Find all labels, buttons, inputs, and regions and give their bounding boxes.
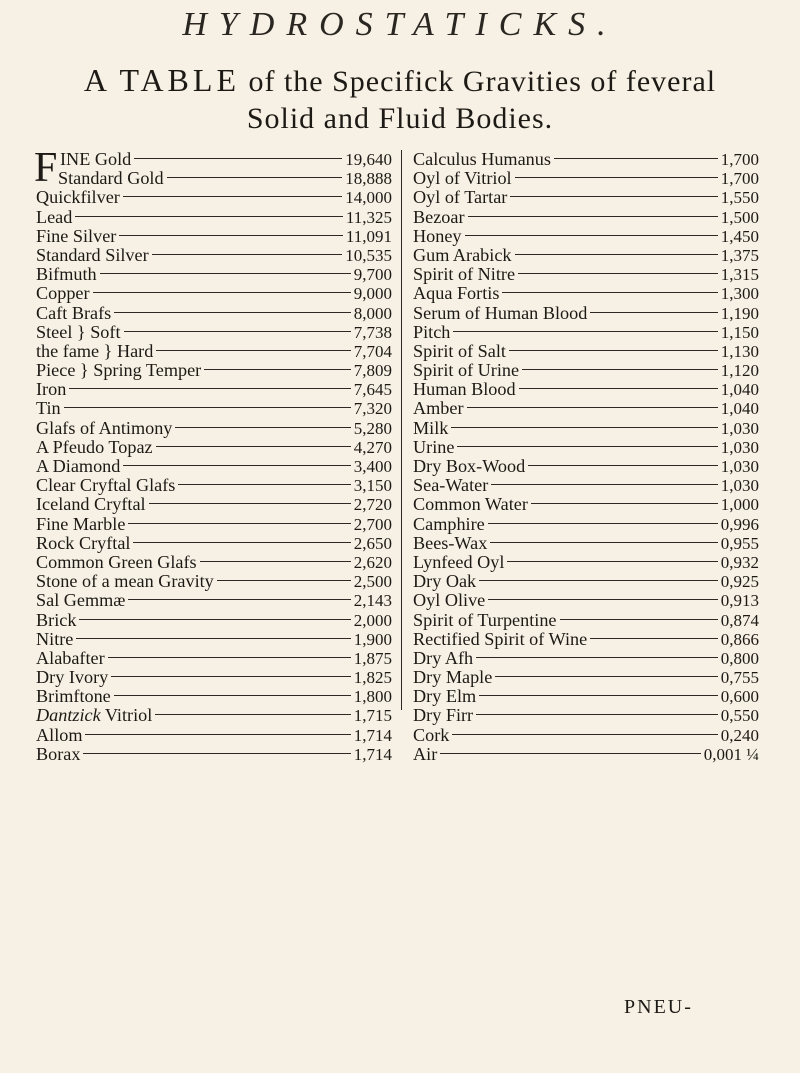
table-row [413,687,759,706]
row-name: Dry Afh [413,647,474,668]
leader-line [522,369,718,370]
leader-line [465,235,718,236]
row-name: Dry Elm [413,686,477,707]
table-row [413,611,759,630]
row-value: 1,000 [720,495,759,515]
table-row [36,208,392,227]
table-row [36,419,392,438]
leader-line [510,196,717,197]
leader-line [155,714,350,715]
table-row [413,399,759,418]
row-name: Alabafter [36,647,105,668]
row-name: A Pfeudo Topaz [36,436,153,457]
row-name: Dry Ivory [36,667,109,688]
row-name: Oyl of Vitriol [413,168,512,189]
leader-line [85,734,350,735]
row-value: 3,150 [353,476,392,496]
row-name: Sea-Water [413,475,489,496]
table-row [36,726,392,745]
leader-line [468,216,718,217]
leader-line [509,350,718,351]
row-value: 2,720 [353,495,392,515]
leader-line [124,331,351,332]
title-second-word: TABLE [119,62,240,98]
row-name: Milk [413,417,449,438]
row-value: 18,888 [345,169,392,189]
table-row [36,649,392,668]
leader-line [119,235,343,236]
row-value: 1,700 [720,169,759,189]
row-value: 1,190 [720,303,759,323]
leader-line [156,350,350,351]
row-value: 2,000 [353,610,392,630]
leader-line [79,619,350,620]
leader-line [64,407,351,408]
table-row [36,323,392,342]
table-row [413,380,759,399]
table-row [413,745,759,764]
right-column [413,150,759,764]
leader-line [175,427,350,428]
row-value: 11,091 [345,226,392,246]
leader-line [111,676,351,677]
row-value: 0,932 [720,552,759,572]
row-value: 1,450 [720,226,759,246]
row-value: 14,000 [345,188,392,208]
table-row [413,630,759,649]
drop-cap: F [34,145,58,191]
row-name: Lead [36,206,73,227]
row-name: Rock Cryftal [36,532,131,553]
leader-line [200,561,351,562]
row-value: 1,030 [720,457,759,476]
leader-line [114,312,350,313]
table-row [36,687,392,706]
table-row [36,457,392,476]
leader-line [491,484,717,485]
row-name: Dry Maple [413,667,493,688]
table-row [413,649,759,668]
table-row [36,476,392,495]
row-value: 0,996 [720,514,759,534]
row-name: Spirit of Nitre [413,264,516,285]
table-row [36,284,392,303]
leader-line [467,407,718,408]
row-name: Allom [36,724,83,745]
table-row [36,553,392,572]
leader-line [440,753,701,754]
row-name: Nitre [36,628,74,649]
row-name: Steel } Soft [36,321,121,342]
row-name: Copper [36,283,90,304]
row-value: 0,955 [720,533,759,553]
column-divider [401,150,402,710]
row-value: 2,650 [353,533,392,553]
table-row [36,668,392,687]
leader-line [93,292,351,293]
row-value: 1,130 [720,341,759,361]
row-value: 4,270 [353,437,392,457]
row-name: Aqua Fortis [413,283,500,304]
row-name: Tin [36,398,61,419]
table-row [413,534,759,553]
row-name: Stone of a mean Gravity [36,571,214,592]
leader-line [590,312,717,313]
row-name: Standard Silver [36,244,149,265]
leader-line [515,177,718,178]
row-value: 1,700 [720,150,759,169]
row-value: 0,800 [720,648,759,668]
table-title-line1 [0,62,800,99]
row-value: 9,000 [353,284,392,304]
row-value: 0,874 [720,610,759,630]
table-row [36,188,392,207]
leader-line [114,695,351,696]
row-value: 1,300 [720,284,759,304]
leader-line [531,503,718,504]
row-value: 1,714 [353,725,392,745]
row-name: Quickfilver [36,187,120,208]
row-value: 1,800 [353,687,392,707]
catchword: PNEU- [624,996,693,1018]
leader-line [554,158,718,159]
leader-line [518,273,718,274]
row-name: Oyl Olive [413,590,486,611]
row-name: Rectified Spirit of Wine [413,628,588,649]
row-name: A Diamond [36,456,121,476]
row-value: 5,280 [353,418,392,438]
row-name: Iceland Cryftal [36,494,146,515]
row-name: Fine Silver [36,225,117,246]
table-row [413,476,759,495]
row-name: Common Green Glafs [36,551,197,572]
row-value: 7,809 [353,361,392,381]
table-row [413,304,759,323]
row-value: 7,704 [353,341,392,361]
row-value: 1,150 [720,322,759,342]
row-value: 2,620 [353,552,392,572]
row-name: Bifmuth [36,264,97,285]
table-title-line2: Solid and Fluid Bodies. [246,102,554,135]
leader-line [476,657,718,658]
table-row [413,227,759,246]
row-name: Spirit of Salt [413,340,506,361]
row-value: 19,640 [345,150,392,169]
table-row [413,150,759,169]
table-row [36,265,392,284]
leader-line [453,331,717,332]
leader-line [108,657,351,658]
row-name: Dry Oak [413,571,477,592]
row-name: Lynfeed Oyl [413,551,505,572]
title-rest: of the Specifick Gravities of feveral [239,65,717,98]
leader-line [83,753,350,754]
leader-line [476,714,718,715]
table-row [36,304,392,323]
table-row [36,630,392,649]
row-name: Spirit of Urine [413,360,520,381]
row-name: Amber [413,398,464,419]
row-value: 1,825 [353,668,392,688]
table-row [413,668,759,687]
row-name: Fine Marble [36,513,126,534]
title-first-word: A [83,62,111,98]
row-name [36,706,152,725]
row-value: 11,325 [345,207,392,227]
row-value: 1,315 [720,265,759,285]
row-value: 9,700 [353,265,392,285]
table-row [36,438,392,457]
leader-line [519,388,718,389]
running-head: HYDROSTATICKS. [182,6,618,43]
row-name: Brick [36,609,77,630]
table-row [413,265,759,284]
row-value: 0,913 [720,591,759,611]
leader-line [502,292,717,293]
leader-line [123,196,342,197]
leader-line [76,638,350,639]
row-name: Glafs of Antimony [36,417,173,438]
leader-line [133,542,350,543]
row-name: Bees-Wax [413,532,488,553]
leader-line [560,619,718,620]
row-name: Spirit of Turpentine [413,609,557,630]
row-name: Oyl of Tartar [413,187,508,208]
row-name: Iron [36,379,67,400]
row-name: Cork [413,724,450,745]
row-value: 0,925 [720,572,759,592]
table-row [413,495,759,514]
row-value: 1,375 [720,245,759,265]
row-value: 1,120 [720,361,759,381]
leader-line [69,388,350,389]
table-row [36,534,392,553]
table-row [36,611,392,630]
row-value: 7,738 [353,322,392,342]
row-value: 1,875 [353,648,392,668]
row-value: 0,240 [720,725,759,745]
table-row [36,342,392,361]
leader-line [452,734,717,735]
table-row [413,208,759,227]
table-row [36,169,392,188]
row-name: Camphire [413,513,485,534]
table-row [36,745,392,764]
table-row [413,246,759,265]
table-row [413,419,759,438]
leader-line [451,427,717,428]
row-value: 1,550 [720,188,759,208]
leader-line [479,580,718,581]
row-value: 0,755 [720,668,759,688]
row-name: Caft Brafs [36,302,112,323]
row-name: Brimftone [36,686,111,707]
leader-line [123,465,350,466]
left-column [34,145,392,764]
leader-line [75,216,343,217]
leader-line [149,503,351,504]
row-value: 0,550 [720,706,759,726]
table-row [36,380,392,399]
leader-line [217,580,351,581]
row-name: Dry Firr [413,705,474,726]
leader-line [488,599,718,600]
leader-line [134,158,342,159]
leader-line [204,369,351,370]
table-row [36,495,392,514]
row-value: 1,500 [720,207,759,227]
row-value: 1,030 [720,418,759,438]
row-name: Air [413,743,438,764]
row-name: Common Water [413,494,528,515]
row-name: Bezoar [413,206,465,227]
table-row [36,227,392,246]
table-row [36,591,392,610]
row-value: 1,040 [720,380,759,400]
table-row [413,342,759,361]
leader-line [100,273,351,274]
leader-line [156,446,351,447]
leader-line [178,484,350,485]
leader-line [488,523,718,524]
row-value: 7,645 [353,380,392,400]
row-name: Borax [36,743,81,764]
table-row [413,284,759,303]
row-value: 1,030 [720,476,759,496]
row-name: the fame } Hard [36,340,154,361]
table-row [413,361,759,380]
row-name: Standard Gold [58,168,164,189]
row-value: 8,000 [353,303,392,323]
row-value: 1,030 [720,437,759,457]
table-row [413,457,759,476]
row-value: 3,400 [353,457,392,476]
leader-line [515,254,718,255]
leader-line [590,638,718,639]
leader-line [507,561,717,562]
row-value: 1,714 [353,744,392,764]
table-row [36,572,392,591]
row-name: Dry Box-Wood [413,456,526,476]
row-value: 0,866 [720,629,759,649]
row-name-rest: Vitriol [104,705,153,726]
row-name: Urine [413,436,455,457]
table-row [413,553,759,572]
leader-line [495,676,717,677]
leader-line [128,523,350,524]
row-value: 2,143 [353,591,392,611]
row-value: 1,715 [353,706,392,726]
row-value: 0,001 ¼ [703,744,759,764]
row-name: Serum of Human Blood [413,302,588,323]
table-row [413,169,759,188]
row-name: INE Gold [60,149,132,169]
table-row [413,572,759,591]
leader-line [479,695,718,696]
table-row [36,515,392,534]
row-value: 2,700 [353,514,392,534]
table-row [36,399,392,418]
row-name: Pitch [413,321,451,342]
row-value: 0,600 [720,687,759,707]
row-name-italic: Dantzick [36,705,101,726]
row-value: 2,500 [353,572,392,592]
table-row [413,515,759,534]
leader-line [128,599,350,600]
table-row [413,706,759,725]
table-row [413,726,759,745]
row-value: 1,900 [353,629,392,649]
table-row [36,246,392,265]
row-name: Clear Cryftal Glafs [36,475,176,496]
leader-line [528,465,718,466]
row-name: Honey [413,225,462,246]
row-name: Human Blood [413,379,516,400]
table-row [36,361,392,380]
table-row [413,438,759,457]
leader-line [167,177,343,178]
row-value: 1,040 [720,399,759,419]
row-name: Piece } Spring Temper [36,360,202,381]
row-value: 10,535 [345,245,392,265]
leader-line [457,446,717,447]
row-value: 7,320 [353,399,392,419]
row-name: Calculus Humanus [413,149,551,169]
table-row [413,188,759,207]
row-name: Gum Arabick [413,244,512,265]
leader-line [490,542,717,543]
leader-line [152,254,343,255]
table-row [36,706,392,725]
row-name: Sal Gemmæ [36,590,126,611]
table-row [413,591,759,610]
table-row [413,323,759,342]
